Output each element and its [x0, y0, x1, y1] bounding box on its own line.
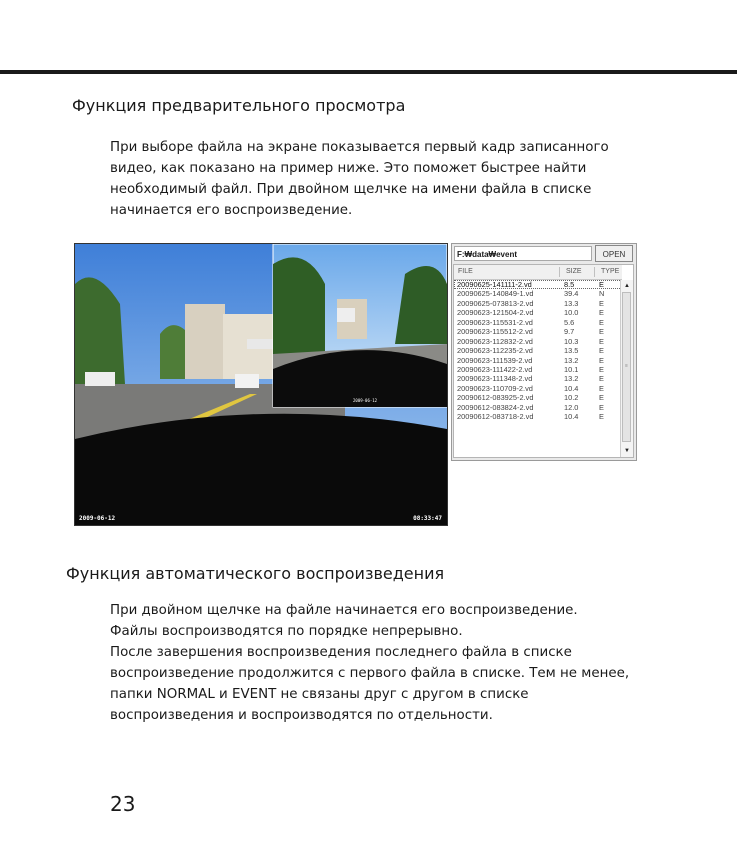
text-line: воспроизведение продолжится с первого файла в списке. Тем не менее, — [110, 666, 630, 681]
scroll-up-icon[interactable]: ▲ — [624, 283, 630, 289]
file-list-row[interactable] — [454, 374, 622, 383]
file-type-cell: E — [599, 308, 604, 318]
file-type-cell: E — [599, 383, 604, 393]
file-type-cell: N — [599, 289, 605, 299]
scroll-down-icon[interactable]: ▼ — [624, 448, 630, 454]
file-name-cell: 20090623-112832-2.vd — [457, 336, 533, 346]
file-size-cell: 10.1 — [564, 364, 579, 374]
file-list-row[interactable] — [454, 308, 622, 317]
file-name-cell: 20090623-121504-2.vd — [457, 308, 534, 318]
file-size-cell: 39.4 — [564, 289, 579, 299]
section-text-preview — [110, 137, 609, 221]
file-name-cell: 20090623-115512-2.vd — [457, 327, 533, 337]
file-list-row[interactable] — [454, 356, 622, 365]
section-heading-autoplay: Функция автоматического воспроизведения — [66, 564, 445, 583]
file-list-row[interactable] — [454, 318, 622, 327]
file-size-cell: 10.4 — [564, 412, 579, 422]
file-name-cell: 20090623-111348-2.vd — [457, 374, 533, 384]
file-size-cell: 13.2 — [564, 374, 579, 384]
file-type-cell: E — [599, 402, 604, 412]
file-name-cell: 20090625-141111-2.vd — [457, 280, 532, 289]
file-size-cell: 9.7 — [564, 327, 575, 337]
file-name-cell: 20090623-110709-2.vd — [457, 383, 533, 393]
file-type-cell: E — [599, 327, 604, 337]
road-scene-illustration — [75, 244, 447, 525]
file-list-header — [454, 265, 622, 280]
text-line: При выборе файла на экране показывается первый кадр записанного — [110, 140, 609, 155]
file-size-cell: 8.5 — [564, 280, 575, 289]
column-header-file[interactable]: FILE — [458, 268, 473, 275]
section-text-autoplay — [110, 600, 629, 726]
file-list-row[interactable] — [454, 280, 622, 289]
file-type-cell: E — [599, 280, 604, 289]
file-name-cell: 20090612-083925-2.vd — [457, 393, 534, 403]
file-list-row[interactable] — [454, 299, 622, 308]
file-type-cell: E — [599, 364, 604, 374]
open-button[interactable]: OPEN — [595, 245, 633, 262]
file-size-cell: 13.2 — [564, 355, 579, 365]
file-name-cell: 20090623-115531-2.vd — [457, 317, 533, 327]
file-list-row[interactable] — [454, 403, 622, 412]
file-name-cell: 20090623-111422-2.vd — [457, 364, 533, 374]
file-name-cell: 20090625-073813-2.vd — [457, 298, 534, 308]
file-list-scrollbar[interactable] — [620, 280, 633, 457]
file-list-row[interactable] — [454, 365, 622, 374]
file-list-window — [451, 243, 637, 461]
text-line: При двойном щелчке на файле начинается его воспроизведение. — [110, 603, 578, 618]
file-name-cell: 20090623-111539-2.vd — [457, 355, 533, 365]
file-size-cell: 10.2 — [564, 393, 579, 403]
column-header-type[interactable]: TYPE — [601, 268, 620, 275]
folder-path-field[interactable]: F:₩data₩event — [454, 246, 592, 261]
file-type-cell: E — [599, 374, 604, 384]
file-name-cell: 20090612-083824-2.vd — [457, 402, 534, 412]
file-type-cell: E — [599, 412, 604, 422]
file-list-row[interactable] — [454, 393, 622, 402]
file-list[interactable] — [453, 264, 634, 458]
file-size-cell: 10.3 — [564, 336, 579, 346]
file-type-cell: E — [599, 355, 604, 365]
file-list-rows — [454, 280, 622, 422]
file-size-cell: 5.6 — [564, 317, 575, 327]
text-line: Файлы воспроизводятся по порядке непрерывно. — [110, 624, 463, 639]
file-type-cell: E — [599, 336, 604, 346]
file-size-cell: 10.0 — [564, 308, 579, 318]
page-number: 23 — [110, 792, 136, 816]
file-list-row[interactable] — [454, 327, 622, 336]
file-list-row[interactable] — [454, 337, 622, 346]
file-list-row[interactable] — [454, 346, 622, 355]
file-size-cell: 13.3 — [564, 298, 579, 308]
file-name-cell: 20090623-112235-2.vd — [457, 346, 533, 356]
pip-date-label: 2009-06-12 — [353, 398, 378, 403]
file-list-row[interactable] — [454, 289, 622, 298]
video-time-overlay: 08:33:47 — [413, 515, 442, 522]
file-type-cell: E — [599, 346, 604, 356]
video-date-overlay: 2009-06-12 — [79, 515, 116, 522]
file-list-row[interactable] — [454, 412, 622, 421]
scroll-thumb[interactable]: ≡ — [622, 292, 631, 442]
file-type-cell: E — [599, 393, 604, 403]
text-line: видео, как показано на пример ниже. Это поможет быстрее найти — [110, 161, 587, 176]
file-list-row[interactable] — [454, 384, 622, 393]
text-line: воспроизведения и воспроизводятся по отдельности. — [110, 708, 493, 723]
file-name-cell: 20090625-140849-1.vd — [457, 289, 534, 299]
text-line: необходимый файл. При двойном щелчке на имени файла в списке — [110, 182, 592, 197]
section-heading-preview: Функция предварительного просмотра — [72, 96, 406, 115]
file-size-cell: 13.5 — [564, 346, 579, 356]
text-line: начинается его воспроизведение. — [110, 203, 353, 218]
file-size-cell: 10.4 — [564, 383, 579, 393]
text-line: папки NORMAL и EVENT не связаны друг с другом в списке — [110, 687, 529, 702]
file-type-cell: E — [599, 298, 604, 308]
file-size-cell: 12.0 — [564, 402, 579, 412]
file-type-cell: E — [599, 317, 604, 327]
column-header-size[interactable]: SIZE — [566, 268, 582, 275]
header-rule — [0, 70, 737, 74]
file-name-cell: 20090612-083718-2.vd — [457, 412, 534, 422]
text-line: После завершения воспроизведения последнего файла в списке — [110, 645, 572, 660]
video-preview-frame — [74, 243, 448, 526]
